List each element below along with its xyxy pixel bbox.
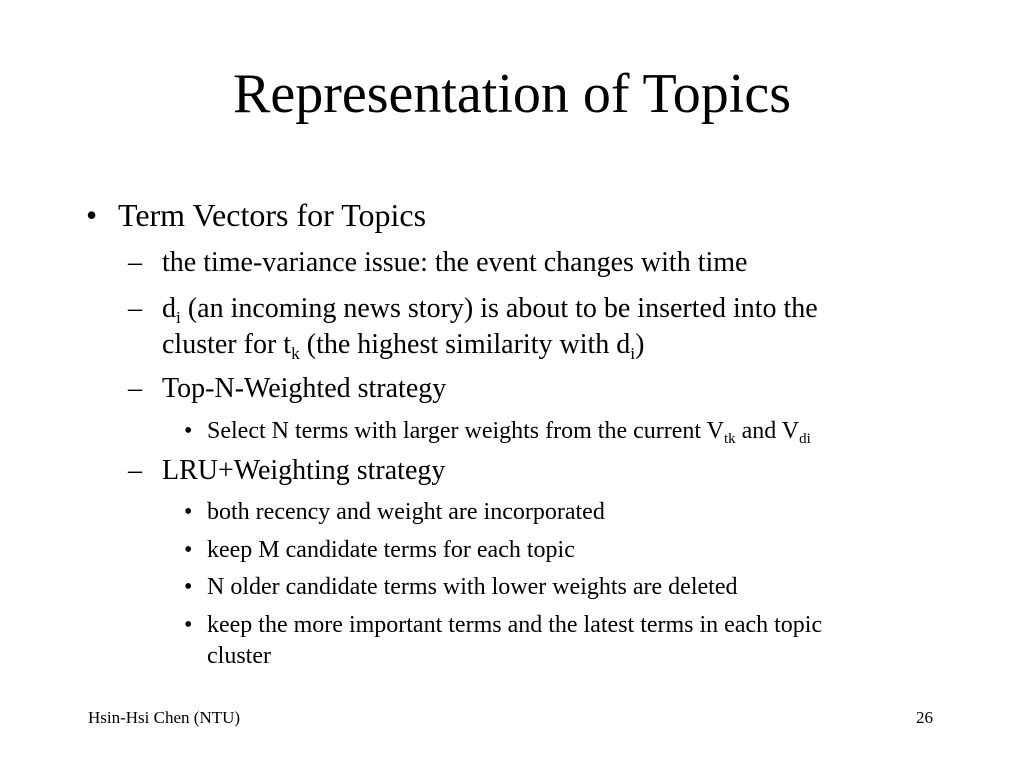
bullet-time-variance: the time-variance issue: the event changes with time — [162, 247, 748, 278]
bullet-term-vectors: Term Vectors for Topics — [118, 197, 427, 233]
bullet-marker: • — [184, 418, 193, 444]
bullet-lru-item: both recency and weight are incorporated — [207, 499, 605, 525]
bullet-lru-item: keep M candidate terms for each topic — [207, 537, 575, 563]
bullet-marker: • — [184, 612, 193, 638]
slide-title: Representation of Topics — [232, 63, 792, 125]
bullet-di-incoming-cont: cluster for $t_k$ (the highest similarity with $d_i$) — [162, 329, 645, 364]
footer-author: Hsin-Hsi Chen (NTU) — [88, 708, 241, 727]
dash-marker: – — [128, 247, 142, 278]
bullet-marker: • — [184, 574, 193, 600]
dash-marker: – — [128, 455, 142, 486]
dash-marker: – — [128, 373, 142, 404]
bullet-marker: • — [184, 499, 193, 525]
bullet-di-incoming: $d_i$ (an incoming news story) is about to be inserted into the — [162, 293, 818, 328]
dash-marker: – — [128, 293, 142, 324]
bullet-lru-weighting: LRU+Weighting strategy — [162, 455, 446, 486]
bullet-marker: • — [184, 537, 193, 563]
bullet-lru-item: keep the more important terms and the latest terms in each topic — [207, 612, 823, 638]
page-number: 26 — [916, 708, 933, 727]
bullet-lru-item-cont: cluster — [207, 643, 271, 669]
bullet-lru-item: N older candidate terms with lower weights are deleted — [207, 574, 738, 600]
bullet-marker: • — [86, 197, 98, 233]
bullet-top-n-weighted: Top-N-Weighted strategy — [162, 373, 447, 404]
bullet-select-n: Select N terms with larger weights from the current $V_{tk}$ and $V_{di}$ — [207, 418, 811, 448]
